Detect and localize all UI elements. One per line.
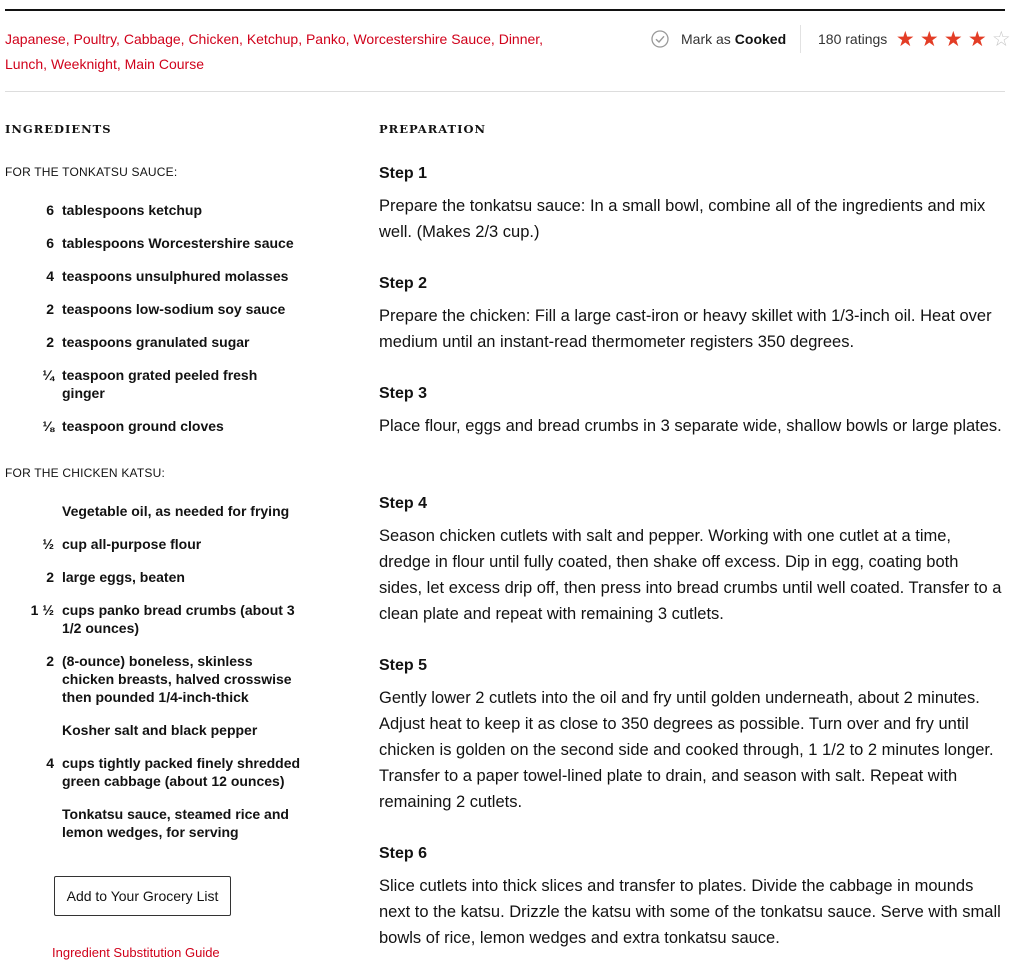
ingredient-qty: ½ xyxy=(42,536,54,552)
ingredient-item xyxy=(0,267,320,285)
star-filled-icon[interactable]: ★ xyxy=(895,27,915,51)
star-empty-icon[interactable]: ☆ xyxy=(991,27,1011,51)
cooked-prefix: Mark as xyxy=(681,31,731,47)
section-divider xyxy=(5,91,1005,92)
ingredient-text: teaspoon ground cloves xyxy=(62,418,224,434)
ingredient-item xyxy=(0,234,320,252)
top-rule xyxy=(5,9,1005,11)
ingredient-substitution-link[interactable]: Ingredient Substitution Guide xyxy=(52,945,220,960)
preparation-heading: PREPARATION xyxy=(379,122,487,136)
ingredient-qty xyxy=(0,721,62,739)
ingredient-item xyxy=(0,601,320,637)
mark-as-cooked-button[interactable] xyxy=(651,28,786,50)
ingredient-item xyxy=(0,568,320,586)
ingredient-qty: 4 xyxy=(46,268,54,284)
ingredient-item xyxy=(0,721,320,739)
ingredient-text: cup all-purpose flour xyxy=(62,536,202,552)
ingredient-text: teaspoons granulated sugar xyxy=(62,334,250,350)
ingredient-qty: 2 xyxy=(46,653,54,669)
tag-link[interactable]: Dinner xyxy=(498,31,540,47)
ingredient-item xyxy=(0,502,320,520)
step-title: Step 5 xyxy=(379,657,428,674)
ingredient-qty: 2 xyxy=(46,301,54,317)
step-text: Prepare the tonkatsu sauce: In a small bowl, combine all of the ingredients and mix well. (Makes 2/3 cup.) xyxy=(379,197,986,241)
step-text: Slice cutlets into thick slices and transfer to plates. Divide the cabbage in mounds next to the katsu. Drizzle the katsu with some of the tonkatsu sauce. Serve with small bowls of rice, lemon wedges and extra tonkatsu sauce. xyxy=(379,877,1001,947)
step-text: Gently lower 2 cutlets into the oil and fry until golden underneath, about 2 minutes. Adjust heat to keep it as close to 350 degrees as possible. Turn over and fry until chicken is golden on the second side and cooked through, 1 1/2 to 2 minutes longer. Transfer to a paper towel-lined plate to drain, and season with salt. Repeat with remaining 2 cutlets. xyxy=(379,689,994,811)
tag-link[interactable]: Cabbage xyxy=(123,31,181,47)
star-filled-icon[interactable]: ★ xyxy=(919,27,939,51)
ingredient-item xyxy=(0,754,320,790)
ingredient-text: (8-ounce) boneless, skinless chicken breasts, halved crosswise then pounded 1/4-inch-thick xyxy=(62,653,292,705)
ingredient-qty: ¼ xyxy=(42,367,54,383)
star-filled-icon[interactable]: ★ xyxy=(967,27,987,51)
step-title: Step 2 xyxy=(379,275,428,292)
ratings-count: 180 ratings xyxy=(818,31,888,47)
ingredient-item xyxy=(0,652,320,706)
star-filled-icon[interactable]: ★ xyxy=(943,27,963,51)
step-text: Place flour, eggs and bread crumbs in 3 separate wide, shallow bowls or large plates. xyxy=(379,417,1002,435)
ingredient-item xyxy=(0,366,320,402)
recipe-tags: Japanese, Poultry, Cabbage, Chicken, Ketchup, Panko, Worcestershire Sauce, Dinner, Lunch, Weeknight, Main Course xyxy=(5,31,544,72)
tag-link[interactable]: Ketchup xyxy=(246,31,299,47)
ingredient-text: large eggs, beaten xyxy=(62,569,185,585)
ingredient-group-title: FOR THE TONKATSU SAUCE: xyxy=(5,165,178,179)
ingredient-text: teaspoon grated peeled fresh ginger xyxy=(62,367,258,401)
tag-link[interactable]: Lunch xyxy=(5,56,44,72)
ingredient-text: tablespoons Worcestershire sauce xyxy=(62,235,294,251)
ingredient-item xyxy=(0,201,320,219)
tag-link[interactable]: Weeknight xyxy=(50,56,117,72)
ingredient-qty: 4 xyxy=(46,755,54,771)
divider xyxy=(800,25,801,53)
ingredient-qty xyxy=(0,805,62,841)
ingredient-item xyxy=(0,535,320,553)
ingredient-text: cups panko bread crumbs (about 3 1/2 ounces) xyxy=(62,602,295,636)
tag-link[interactable]: Main Course xyxy=(124,56,204,72)
ingredient-qty: 2 xyxy=(46,334,54,350)
step-title: Step 4 xyxy=(379,495,428,512)
ingredient-text: teaspoons unsulphured molasses xyxy=(62,268,289,284)
ingredient-text: cups tightly packed finely shredded green cabbage (about 12 ounces) xyxy=(62,755,301,789)
tag-link[interactable]: Chicken xyxy=(188,31,240,47)
ingredients-heading: INGREDIENTS xyxy=(5,122,112,136)
tag-link[interactable]: Worcestershire Sauce xyxy=(353,31,491,47)
tag-link[interactable]: Panko xyxy=(305,31,346,47)
ingredient-group-title: FOR THE CHICKEN KATSU: xyxy=(5,466,165,480)
ratings[interactable] xyxy=(818,27,1013,51)
ingredient-text: tablespoons ketchup xyxy=(62,202,203,218)
star-rating[interactable] xyxy=(893,29,1013,50)
ingredient-item xyxy=(0,805,320,841)
ingredient-text: Vegetable oil, as needed for frying xyxy=(62,503,290,519)
ingredient-text: teaspoons low-sodium soy sauce xyxy=(62,301,286,317)
ingredient-qty: 6 xyxy=(46,235,54,251)
ingredient-item xyxy=(0,300,320,318)
ingredient-qty: 2 xyxy=(46,569,54,585)
step-text: Prepare the chicken: Fill a large cast-iron or heavy skillet with 1/3-inch oil. Heat over medium until an instant-read thermometer registers 350 degrees. xyxy=(379,307,992,351)
cooked-label: Cooked xyxy=(734,31,787,47)
step-title: Step 3 xyxy=(379,385,428,402)
add-to-grocery-list-button[interactable]: Add to Your Grocery List xyxy=(54,876,231,916)
ingredient-item xyxy=(0,417,320,435)
ingredient-qty: ⅛ xyxy=(42,418,54,434)
ingredient-qty: 6 xyxy=(46,202,54,218)
tag-link[interactable]: Poultry xyxy=(73,31,117,47)
ingredient-text: Kosher salt and black pepper xyxy=(62,722,258,738)
check-circle-icon xyxy=(651,30,669,48)
ingredient-item xyxy=(0,333,320,351)
step-title: Step 1 xyxy=(379,165,428,182)
ingredient-text: Tonkatsu sauce, steamed rice and lemon wedges, for serving xyxy=(62,806,289,840)
step-title: Step 6 xyxy=(379,845,428,862)
ingredient-qty xyxy=(0,502,62,520)
step-text: Season chicken cutlets with salt and pepper. Working with one cutlet at a time, dredge in flour until fully coated, then shake off excess. Dip in egg, coating both sides, let excess drip off, then press into bread crumbs until well coated. Transfer to a clean plate and repeat with remaining 3 cutlets. xyxy=(379,527,1002,623)
ingredient-qty: 1 ½ xyxy=(30,602,54,618)
tag-link[interactable]: Japanese xyxy=(5,31,66,47)
